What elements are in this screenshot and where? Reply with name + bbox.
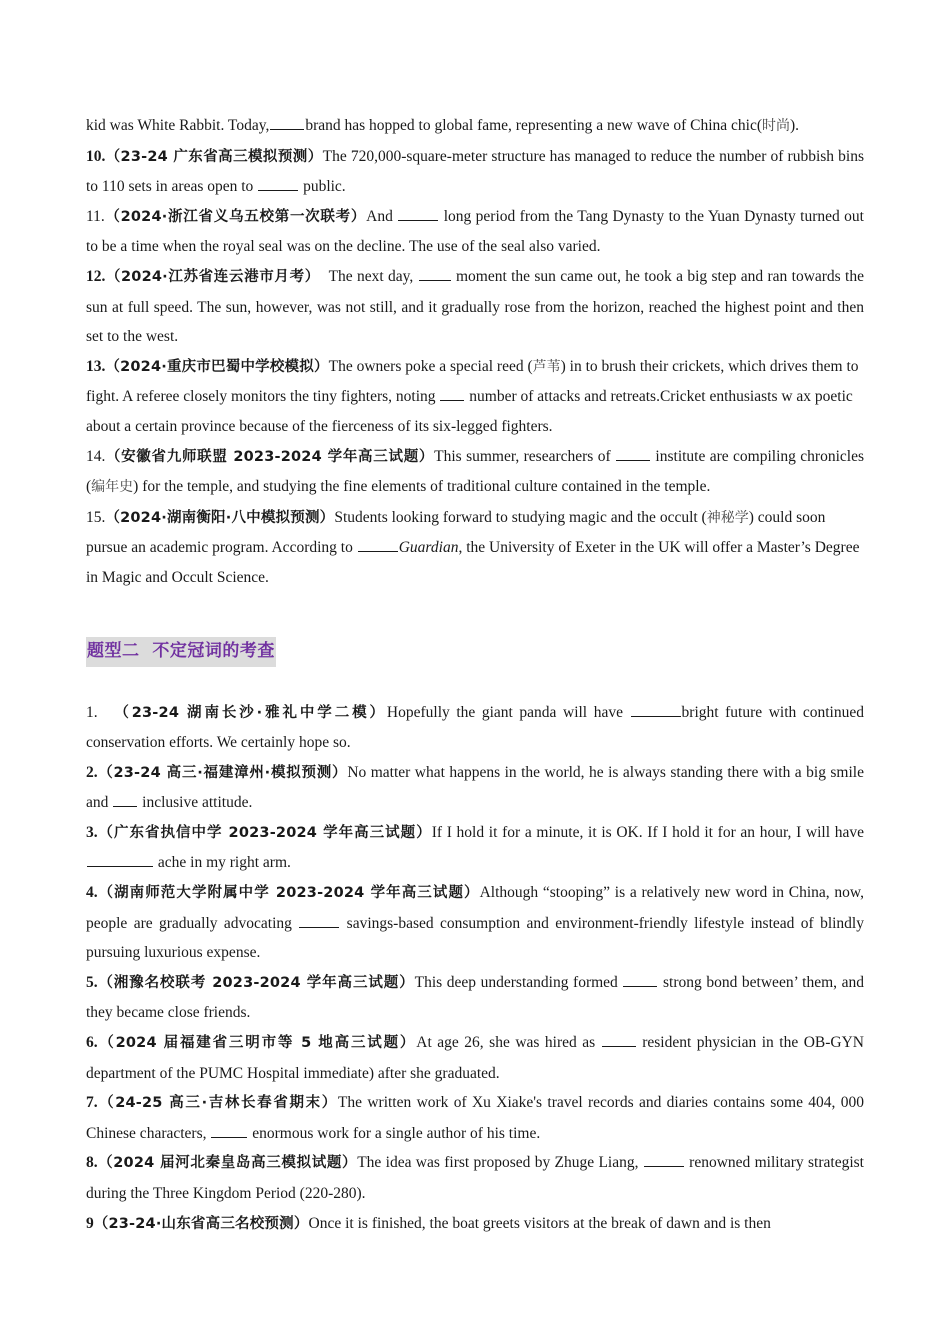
question-source: （2024·浙江省义乌五校第一次联考） [104,208,367,225]
question-item-15 [86,503,864,593]
question-number: 9 [86,1214,94,1232]
answer-blank[interactable] [644,1152,684,1167]
question-number: 15. [86,508,106,526]
question-text: strong bond between’ them, and they became close friends. [86,973,865,1022]
question-text: Although “stooping” is a relatively new word in China, now, people are gradually advocating [86,884,864,932]
question-source: （2024 届福建省三明市等 5 地高三试题） [97,1035,417,1052]
question-text: enormous work for a single author of his time. [248,1124,541,1142]
question-text: This summer, researchers of [434,447,616,465]
question-list [86,698,864,1240]
question-text: public. [299,178,346,196]
answer-blank[interactable] [87,852,153,867]
question-text: long period from the Tang Dynasty to the Yuan Dynasty turned out to be a time when the royal seal was on the decline. The use of the seal also varied. [86,207,864,256]
question-text: The owners poke a special reed ( [328,357,533,375]
question-text: moment the sun came out, he took a big step and ran towards the sun at full speed. The sun, however, was not still, and it gradually rose from the horizon, reached the highest point and then set to the west. [86,267,864,346]
question-text: , the University of Exeter in the UK will offer a Master’s Degree in Magic and Occult Science. [86,539,860,586]
question-item-8 [86,1148,864,1208]
question-item-4 [86,878,864,968]
answer-blank[interactable] [398,206,438,221]
question-item-12 [86,262,864,352]
answer-blank[interactable] [299,913,339,928]
question-number: 3. [86,823,98,841]
question-item-1 [86,698,864,758]
question-text: resident physician in the OB-GYN department of the PUMC Hospital immediate) after she graduated. [86,1034,864,1082]
question-text: The next day, [319,267,418,285]
chinese-gloss: 神秘学 [706,509,749,526]
question-source: （2024·江苏省连云港市月考） [105,268,320,285]
question-text: ) in to brush their crickets, which drives them to fight. A referee closely monitors the tiny fighters, noting [86,357,859,406]
answer-blank[interactable] [258,176,298,191]
question-number: 1. [86,703,98,721]
question-source: （23-24·山东省高三名校预测） [93,1215,309,1232]
question-text: Students looking forward to studying magic and the occult ( [334,508,707,526]
question-text: Hopefully the giant panda will have [386,703,630,721]
question-number: 5. [86,973,98,991]
question-item-11 [86,202,864,262]
question-item-9 [86,1209,864,1240]
question-text: bright future with continued conservation efforts. We certainly hope so. [86,703,864,752]
chinese-gloss: 编年史 [91,479,134,496]
question-number: 7. [86,1094,98,1112]
answer-blank[interactable] [602,1032,636,1047]
answer-blank[interactable] [358,537,398,552]
question-source: （23-24 湖南长沙·雅礼中学二模） [111,704,387,721]
question-number: 6. [86,1034,98,1052]
question-text: renowned military strategist during the Three Kingdom Period (220-280). [86,1154,864,1202]
question-text: ). [790,117,800,134]
answer-blank[interactable] [440,386,464,401]
question-source: （2024·湖南衡阳·八中模拟预测） [105,509,335,526]
question-item-5 [86,968,864,1028]
answer-blank[interactable] [419,266,451,281]
question-text: inclusive attitude. [138,794,253,812]
question-text: If I hold it for a minute, it is OK. If I hold it for an hour, I will have [431,823,864,841]
question-source: （24-25 高三·吉林长春省期末） [97,1095,338,1112]
question-item-3 [86,818,864,878]
spacer [86,593,864,637]
question-text: The 720,000-square-meter structure has managed to reduce the number of rubbish bins to 110 sets in areas open to [86,147,864,196]
question-source: （湖南师范大学附属中学 2023-2024 学年高三试题） [97,885,480,902]
question-text: No matter what happens in the world, he is always standing there with a big smile and [86,763,864,812]
question-number: 12. [86,267,106,285]
question-text: At age 26, she was hired as [416,1034,601,1052]
question-source: （23-24 广东省高三模拟预测） [105,148,323,165]
document-page [86,111,864,1239]
section-heading-wrap [86,637,864,667]
publication-name: Guardian [398,539,459,557]
question-text: institute are compiling chronicles ( [86,447,864,496]
question-item-2 [86,758,864,818]
answer-blank[interactable] [623,972,657,987]
question-text: number of attacks and retreats.Cricket enthusiasts w ax poetic about a certain province because of the fierceness of its six-legged fighters. [86,388,853,435]
question-number: 2. [86,763,98,781]
question-item-10 [86,142,864,202]
question-source: （安徽省九师联盟 2023-2024 学年高三试题） [105,448,435,465]
question-item-6 [86,1028,864,1088]
question-source: （2024·重庆市巴蜀中学校模拟） [105,358,329,375]
question-number: 8. [86,1154,98,1172]
question-item-7 [86,1088,864,1148]
section-heading: 题型二 不定冠词的考查 [86,637,276,667]
chinese-gloss: 芦苇 [532,358,561,375]
question-text: This deep understanding formed [414,973,623,991]
spacer [86,667,864,698]
question-number: 10. [86,147,106,165]
question-source: （2024 届河北秦皇岛高三模拟试题） [97,1155,358,1172]
question-number: 13. [86,357,106,375]
question-item-13 [86,352,864,442]
answer-blank[interactable] [113,792,137,807]
question-source: （湘豫名校联考 2023-2024 学年高三试题） [97,974,415,991]
continuation-paragraph [86,111,864,142]
question-number: 14. [86,447,106,465]
question-text: ) for the temple, and studying the fine elements of traditional culture contained in the temple. [133,478,711,496]
question-text: Once it is finished, the boat greets visitors at the break of dawn and is then [308,1214,771,1232]
chinese-gloss: 时尚 [762,118,790,134]
answer-blank[interactable] [270,115,304,130]
question-item-14 [86,442,864,503]
question-number: 11. [86,207,105,225]
answer-blank[interactable] [211,1123,247,1138]
question-text: The idea was first proposed by Zhuge Liang, [357,1154,643,1172]
answer-blank[interactable] [631,702,681,717]
question-text: ache in my right arm. [154,854,291,872]
question-number: 4. [86,884,98,902]
question-text: The written work of Xu Xiake's travel records and diaries contains some 404, 000 Chinese characters, [86,1094,864,1142]
question-text: savings-based consumption and environment-friendly lifestyle instead of blindly pursuing luxurious expense. [86,914,864,962]
answer-blank[interactable] [616,446,650,461]
question-source: （广东省执信中学 2023-2024 学年高三试题） [97,824,432,841]
question-text: ) could soon pursue an academic program. According to [86,508,826,557]
question-source: （23-24 高三·福建漳州·模拟预测） [97,764,348,781]
question-text: brand has hopped to global fame, representing a new wave of China chic( [305,117,762,134]
question-text: kid was White Rabbit. Today, [86,117,270,134]
question-text: And [366,207,398,225]
